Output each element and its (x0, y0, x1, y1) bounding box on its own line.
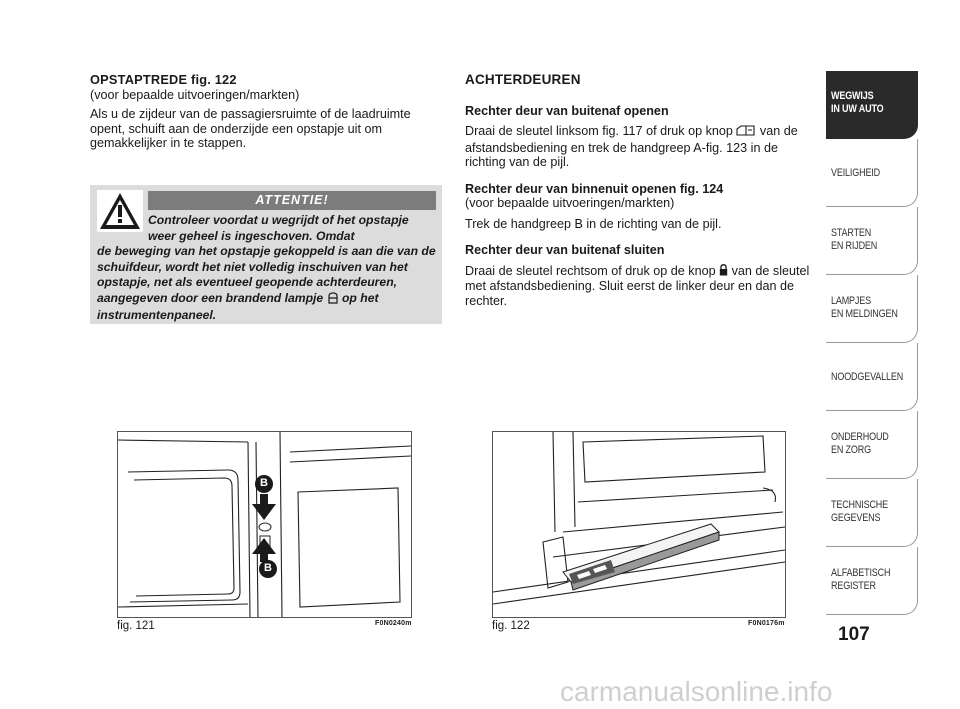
tab-alfabetisch[interactable] (826, 547, 918, 615)
text-segment: Draai de sleutel linksom fig. 117 of druk op knop (465, 124, 733, 138)
warning-triangle-icon (97, 190, 143, 232)
tab-noodgevallen[interactable] (826, 343, 918, 411)
warning-text-rest (97, 244, 437, 324)
warning-text-before-icon: de beweging van het opstapje gekoppeld is aan die van de schuifdeur, wordt het niet volledig inschuiven van het opstapje, net als eventueel geopende achterdeuren, aangegeven door een brandend lampje (97, 244, 436, 305)
paragraph-open-inside: Trek de handgreep B in de richting van de pijl. (465, 216, 722, 231)
callout-label-b-bottom: B (264, 562, 272, 574)
tab-label: WEGWIJS IN UW AUTO (831, 90, 884, 115)
right-column (465, 73, 810, 308)
tab-wegwijs[interactable] (826, 71, 918, 139)
figure-122-code: F0N0176m (748, 620, 785, 627)
text-segment: van de afstandsbediening en trek de handgreep A-fig. 123 in de richting van de pijl. (465, 124, 798, 169)
tab-lampjes[interactable] (826, 275, 918, 343)
tab-label: ONDERHOUD EN ZORG (831, 431, 889, 456)
warning-text-after-icon: op het instrumentenpaneel. (97, 290, 379, 322)
left-column (90, 73, 435, 151)
van-rear-doors-icon (736, 125, 756, 141)
tab-starten[interactable] (826, 207, 918, 275)
tab-onderhoud[interactable] (826, 411, 918, 479)
padlock-icon (719, 264, 728, 280)
subheading-open-inside: (voor bepaalde uitvoeringen/markten) (465, 196, 675, 210)
tab-label: LAMPJES EN MELDINGEN (831, 295, 898, 320)
door-open-icon (327, 292, 339, 309)
figure-121-code: F0N0240m (375, 620, 412, 627)
warning-header: ATTENTIE! (148, 191, 436, 210)
text-segment: van de sleutel met afstandsbediening. Sluit eerst de linker deur en dan de rechter. (465, 263, 810, 308)
section-title-achterdeuren: ACHTERDEUREN (465, 72, 581, 87)
tab-label: NOODGEVALLEN (831, 371, 904, 383)
section-paragraph: Als u de zijdeur van de passagiersruimte of de laadruimte opent, schuift aan de onderzijde een opstapje uit om gemakkelijker in te stappen. (90, 107, 411, 150)
figure-122-image (492, 431, 786, 618)
heading-open-inside: Rechter deur van binnenuit openen fig. 124 (465, 181, 724, 196)
paragraph-close-outside (465, 264, 810, 309)
warning-text-first: Controleer voordat u wegrijdt of het opstapje weer geheel is ingeschoven. Omdat (148, 213, 409, 243)
figure-121-caption: fig. 121 (117, 620, 155, 632)
section-subtitle: (voor bepaalde uitvoeringen/markten) (90, 87, 300, 102)
figure-121-image (117, 431, 412, 618)
tab-veiligheid[interactable] (826, 139, 918, 207)
tab-label: TECHNISCHE GEGEVENS (831, 499, 889, 524)
heading-open-outside: Rechter deur van buitenaf openen (465, 103, 669, 118)
watermark: carmanualsonline.info (560, 676, 833, 707)
figure-122-caption: fig. 122 (492, 620, 530, 632)
tab-label: STARTEN EN RIJDEN (831, 227, 878, 252)
paragraph-open-outside (465, 124, 810, 170)
section-title-opstaptrede: OPSTAPTREDE fig. 122 (90, 72, 237, 87)
tab-technische[interactable] (826, 479, 918, 547)
text-segment: Draai de sleutel rechtsom of druk op de knop (465, 263, 716, 278)
heading-close-outside: Rechter deur van buitenaf sluiten (465, 243, 665, 257)
callout-label-b-top: B (260, 477, 268, 489)
tab-label: ALFABETISCH REGISTER (831, 567, 891, 592)
page-number: 107 (838, 624, 870, 645)
tab-label: VEILIGHEID (831, 167, 880, 179)
